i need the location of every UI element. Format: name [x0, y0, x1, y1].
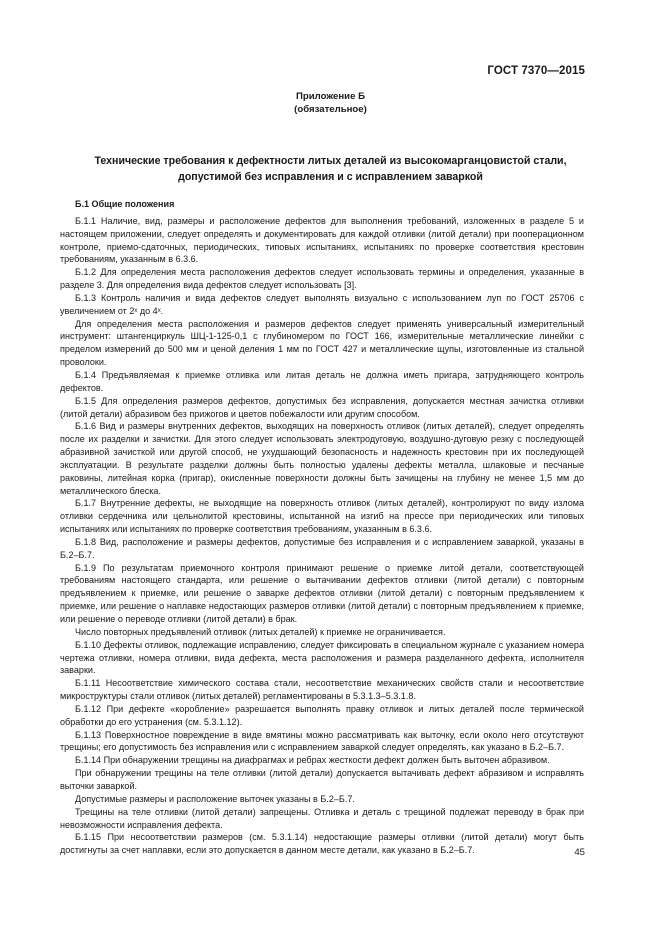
appendix-heading: [0, 90, 661, 116]
paragraph: Б.1.15 При несоответствии размеров (см. 5.3.1.14) недостающие размеры отливки (литой детали) могут быть достигнуты за счет наплавки, если это допускается в данном месте детали, как указано в Б.2–Б.7.: [60, 832, 584, 856]
paragraph: Б.1.10 Дефекты отливок, подлежащие исправлению, следует фиксировать в специальном журнале с указанием номера чертежа отливки, номера отливки, вида дефекта, места расположения и размера разделанного дефекта, исполнителя заварки.: [60, 639, 584, 676]
title-line-2: допустимой без исправления и с исправлением заваркой: [178, 171, 483, 183]
paragraph: Б.1.14 При обнаружении трещины на диафрагмах и ребрах жесткости дефект должен быть выточен абразивом.: [75, 755, 550, 766]
paragraph: Б.1.2 Для определения места расположения дефектов следует использовать термины и определения, указанные в разделе 3. Для определения вида дефектов следует использовать [3].: [60, 267, 584, 291]
standard-code: ГОСТ 7370—2015: [487, 65, 585, 77]
paragraph: Б.1.3 Контроль наличия и вида дефектов следует выполнять визуально с использованием луп по ГОСТ 25706 с увеличением от 2ˣ до 4ˣ.: [60, 292, 584, 316]
appendix-label: Приложение Б: [296, 91, 365, 102]
page-number: 45: [574, 847, 585, 858]
paragraph: Б.1.13 Поверхностное повреждение в виде вмятины можно рассматривать как выточку, если около него отсутствуют трещины; его допустимость без исправления или с исправлением заваркой следует определять, как указано в Б.2–Б.7.: [60, 729, 584, 753]
paragraph: Число повторных предъявлений отливок (литых деталей) к приемке не ограничивается.: [75, 626, 446, 637]
paragraph: Б.1.11 Несоответствие химического состава стали, несоответствие механических свойств стали и несоответствие микроструктуры стали отливок (литых деталей) регламентированы в 5.3.1.3–5.3.1.8.: [60, 678, 584, 702]
body-text: [60, 198, 584, 857]
paragraph: Б.1.4 Предъявляемая к приемке отливка или литая деталь не должна иметь пригара, затрудняющего контроль дефектов.: [60, 369, 584, 393]
paragraph: Б.1.9 По результатам приемочного контроля принимают решение о приемке литой детали, соответствующей требованиям настоящего стандарта, или решение о вытачивании дефектов отливки (литой детали) с повторным предъявлением к приемке, или решение о заварке дефектов отливки (литой детали) с повторным предъявлением к приемке, или решение о наплавке недостающих размеров отливки (литой детали) с повторным предъявлением к приемке, или решение о переводе отливки (литой детали) в брак.: [60, 562, 584, 624]
paragraph: При обнаружении трещины на теле отливки (литой детали) допускается вытачивать дефект абразивом и исправлять выточки заваркой.: [60, 768, 584, 791]
section-heading: Б.1 Общие положения: [75, 199, 175, 209]
paragraph: Б.1.6 Вид и размеры внутренних дефектов, выходящих на поверхность отливок (литых деталей), следует определять после их разделки и зачистки. Для этого следует использовать электродуговую, воздушно-дуговую резку с последующей абразивной зачисткой или другой способ, не ухудшающий безопасность и надежность крестовин при их последующей эксплуатации. В результате разделки должны быть полностью удалены дефекты металла, шлаковые и песчаные раковины, литейная корка (пригар), окисленные поверхности должны быть зачищены на глубину не менее 1,5 мм до металлического блеска.: [60, 421, 584, 496]
paragraph: Для определения места расположения и размеров дефектов следует применять универсальный измерительный инструмент: штангенциркуль ШЦ-1-125-0,1 с глубиномером по ГОСТ 166, измерительные металлические линейки с пределом измерений до 500 мм и ценой деления 1 мм по ГОСТ 427 и металлические щупы, изготовленные из стальной проволоки.: [60, 318, 584, 368]
paragraph: Б.1.7 Внутренние дефекты, не выходящие на поверхность отливок (литых деталей), контролируют по виду излома отливки сердечника или цельнолитой крестовины, испытанной на изгиб на прессе при периодических или типовых испытаниях или испытаниях по проверке соответствия требованиям, указанным в 6.3.6.: [60, 498, 584, 535]
paragraph: Трещины на теле отливки (литой детали) запрещены. Отливка и деталь с трещиной подлежат переводу в брак при невозможности исправления дефекта.: [60, 806, 584, 830]
paragraph: Б.1.1 Наличие, вид, размеры и расположение дефектов для выполнения требований, изложенных в разделе 5 и настоящем приложении, следует определять и документировать для каждой отливки (литой детали) при пооперационном контроле, приемо-сдаточных, периодических, типовых испытаниях, испытаниях по проверке соответствия крестовин требованиям, указанным в 6.3.6.: [60, 215, 584, 265]
paragraph: Б.1.12 При дефекте «коробление» разрешается выполнять правку отливок и литых деталей после термической обработки до его устранения (см. 5.3.1.12).: [60, 703, 584, 727]
paragraph: Б.1.5 Для определения размеров дефектов, допустимых без исправления, допускается местная зачистка отливки (литой детали) абразивом без прижогов и цветов побежалости или другим способом.: [60, 395, 584, 419]
paragraph: Б.1.8 Вид, расположение и размеры дефектов, допустимые без исправления и с исправлением заваркой, указаны в Б.2–Б.7.: [60, 536, 584, 560]
paragraph: Допустимые размеры и расположение выточек указаны в Б.2–Б.7.: [75, 793, 355, 804]
title-line-1: Технические требования к дефектности литых деталей из высокомарганцовистой стали,: [94, 155, 567, 167]
appendix-status: (обязательное): [294, 104, 367, 115]
document-title: [60, 153, 601, 185]
